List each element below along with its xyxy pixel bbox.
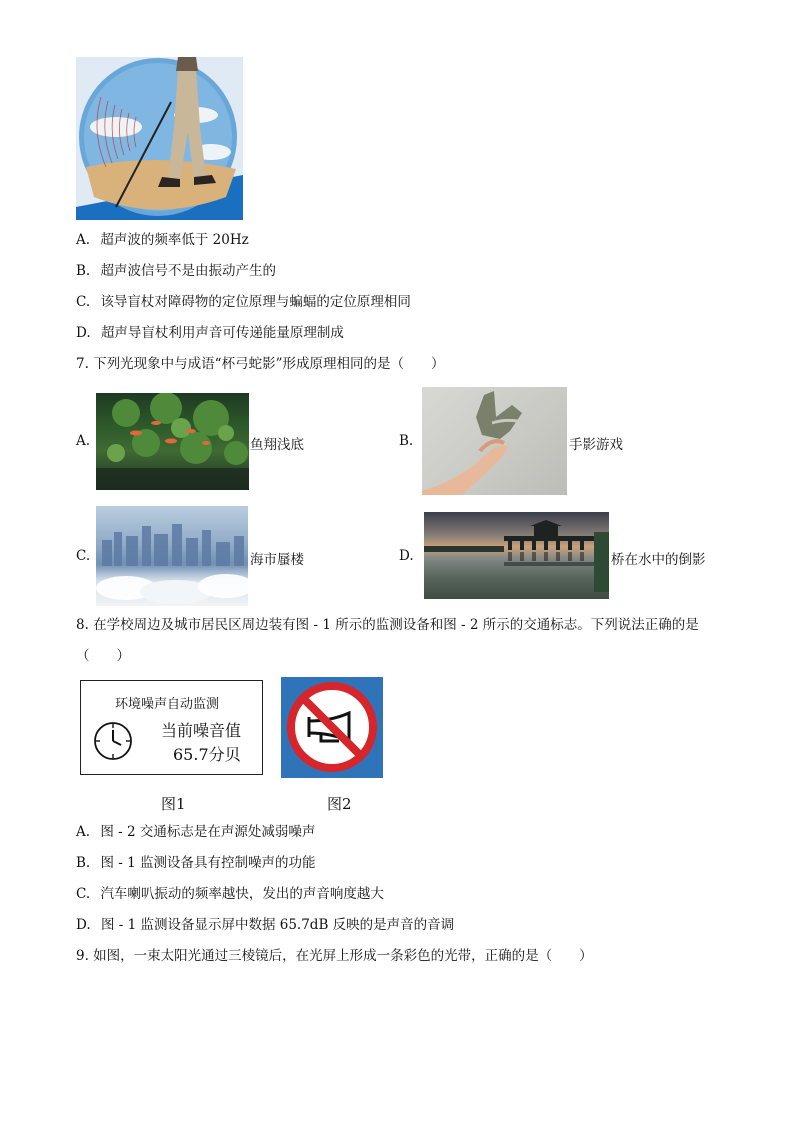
q7-option-b-text: 手影游戏 [569, 437, 623, 453]
option-letter: C. [76, 886, 91, 902]
option-text: 汽车喇叭振动的频率越快，发出的声音响度越大 [100, 886, 384, 902]
fig1-caption: 图1 [161, 795, 186, 813]
q6-option-a [76, 231, 249, 249]
monitor-value: 65.7分贝 [173, 745, 241, 764]
q8-stem-line1: 8. 在学校周边及城市居民区周边装有图 - 1 所示的监测设备和图 - 2 所示的交通标志。下列说法正确的是 [76, 617, 699, 633]
option-text: 超声导盲杖利用声音可传递能量原理制成 [100, 325, 344, 341]
no-horn-sign [281, 677, 383, 778]
q7-option-a-letter: A. [76, 433, 91, 449]
fig2-caption: 图2 [327, 795, 352, 813]
bridge-reflection-image [424, 512, 609, 599]
option-letter: A. [76, 824, 91, 840]
mirage-image [96, 506, 248, 606]
option-text: 图 - 2 交通标志是在声源处减弱噪声 [100, 824, 316, 840]
q7-option-c-letter: C. [76, 548, 91, 564]
q7-stem: 7. 下列光现象中与成语“杯弓蛇影”形成原理相同的是（ ） [76, 356, 445, 372]
q8-option-b [76, 854, 316, 872]
clock-icon [93, 721, 133, 761]
q7-option-d-text: 桥在水中的倒影 [611, 552, 706, 568]
option-letter: D. [76, 917, 91, 933]
option-text: 该导盲杖对障碍物的定位原理与蝙蝠的定位原理相同 [100, 294, 411, 310]
q7-option-b-letter: B. [399, 433, 414, 449]
ultrasonic-cane-image [76, 57, 243, 220]
q8-option-a [76, 823, 315, 841]
monitor-title: 环境噪声自动监测 [115, 697, 220, 712]
hand-shadow-image [422, 387, 567, 495]
q9-stem: 9. 如图，一束太阳光通过三棱镜后，在光屏上形成一条彩色的光带，正确的是（ ） [76, 948, 593, 964]
option-letter: B. [76, 855, 91, 871]
q6-option-d [76, 324, 344, 342]
q7-option-c-text: 海市蜃楼 [250, 552, 304, 568]
option-letter: C. [76, 294, 91, 310]
q6-option-b [76, 262, 276, 280]
option-letter: B. [76, 263, 91, 279]
option-letter: A. [76, 232, 91, 248]
option-text: 图 - 1 监测设备显示屏中数据 65.7dB 反映的是声音的音调 [100, 917, 455, 933]
q8-stem-line2: （ ） [76, 648, 130, 664]
option-text: 图 - 1 监测设备具有控制噪声的功能 [100, 855, 316, 871]
option-text: 超声波的频率低于 20Hz [100, 232, 249, 248]
q6-option-c [76, 293, 411, 311]
option-text: 超声波信号不是由振动产生的 [100, 263, 277, 279]
noise-monitor-panel [80, 680, 263, 775]
q8-option-d [76, 916, 454, 934]
q7-option-d-letter: D. [399, 548, 414, 564]
monitor-label: 当前噪音值 [161, 721, 242, 740]
q8-option-c [76, 885, 384, 903]
fish-pond-image [96, 393, 249, 490]
option-letter: D. [76, 325, 91, 341]
q7-option-a-text: 鱼翔浅底 [250, 437, 304, 453]
